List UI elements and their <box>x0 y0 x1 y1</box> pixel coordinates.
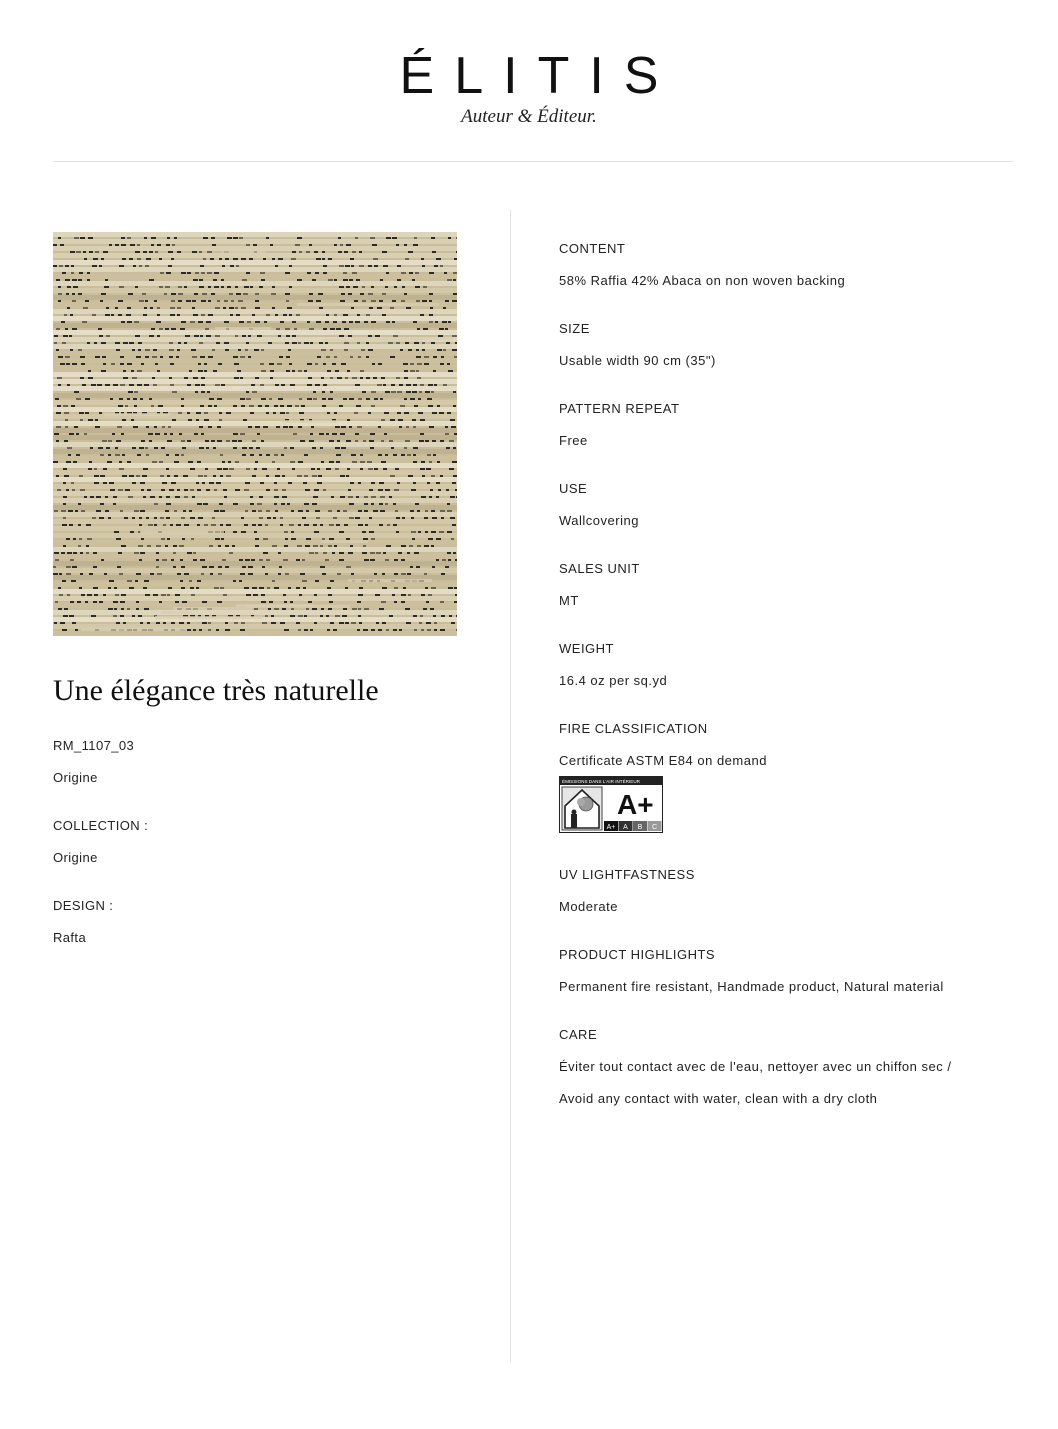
badge-scale-label: B <box>637 824 643 831</box>
product-reference: RM_1107_03 <box>53 738 135 753</box>
badge-scale-label: A+ <box>606 824 616 831</box>
column-divider <box>510 210 511 1362</box>
brand-tagline: Auteur & Éditeur. <box>461 106 597 127</box>
use-value: Wallcovering <box>559 513 639 528</box>
brand-logo: ÉLITIS <box>399 47 679 105</box>
product-title: Une élégance très naturelle <box>53 674 379 707</box>
badge-scale-label: A <box>623 824 628 831</box>
badge-grade: A+ <box>617 789 654 820</box>
sales-unit-label: SALES UNIT <box>559 561 640 576</box>
uv-lightfastness-label: UV LIGHTFASTNESS <box>559 867 695 882</box>
collection-value: Origine <box>53 850 98 865</box>
care-value-fr: Éviter tout contact avec de l'eau, nettoyer avec un chiffon sec / <box>559 1059 952 1074</box>
fire-classification-value: Certificate ASTM E84 on demand <box>559 753 767 768</box>
badge-caption: ÉMISSIONS DANS L'AIR INTÉRIEUR <box>562 779 640 784</box>
care-value-en: Avoid any contact with water, clean with a dry cloth <box>559 1091 878 1106</box>
sales-unit-value: MT <box>559 593 579 608</box>
weight-label: WEIGHT <box>559 641 614 656</box>
product-swatch-image <box>53 232 457 636</box>
product-reference-collection: Origine <box>53 770 98 785</box>
size-label: SIZE <box>559 321 590 336</box>
fire-classification-label: FIRE CLASSIFICATION <box>559 721 708 736</box>
collection-label: COLLECTION : <box>53 818 149 833</box>
pattern-repeat-value: Free <box>559 433 588 448</box>
uv-lightfastness-value: Moderate <box>559 899 618 914</box>
indoor-emissions-badge <box>559 776 663 833</box>
use-label: USE <box>559 481 588 496</box>
care-label: CARE <box>559 1027 598 1042</box>
product-highlights-label: PRODUCT HIGHLIGHTS <box>559 947 716 962</box>
pattern-repeat-label: PATTERN REPEAT <box>559 401 680 416</box>
product-highlights-value: Permanent fire resistant, Handmade product, Natural material <box>559 979 944 994</box>
size-value: Usable width 90 cm (35") <box>559 353 716 368</box>
content-value: 58% Raffia 42% Abaca on non woven backing <box>559 273 846 288</box>
page-header <box>0 0 1058 162</box>
design-label: DESIGN : <box>53 898 114 913</box>
design-value: Rafta <box>53 930 87 945</box>
badge-scale-label: C <box>651 824 658 831</box>
content-label: CONTENT <box>559 241 626 256</box>
header-divider <box>53 161 1013 162</box>
weight-value: 16.4 oz per sq.yd <box>559 673 668 688</box>
